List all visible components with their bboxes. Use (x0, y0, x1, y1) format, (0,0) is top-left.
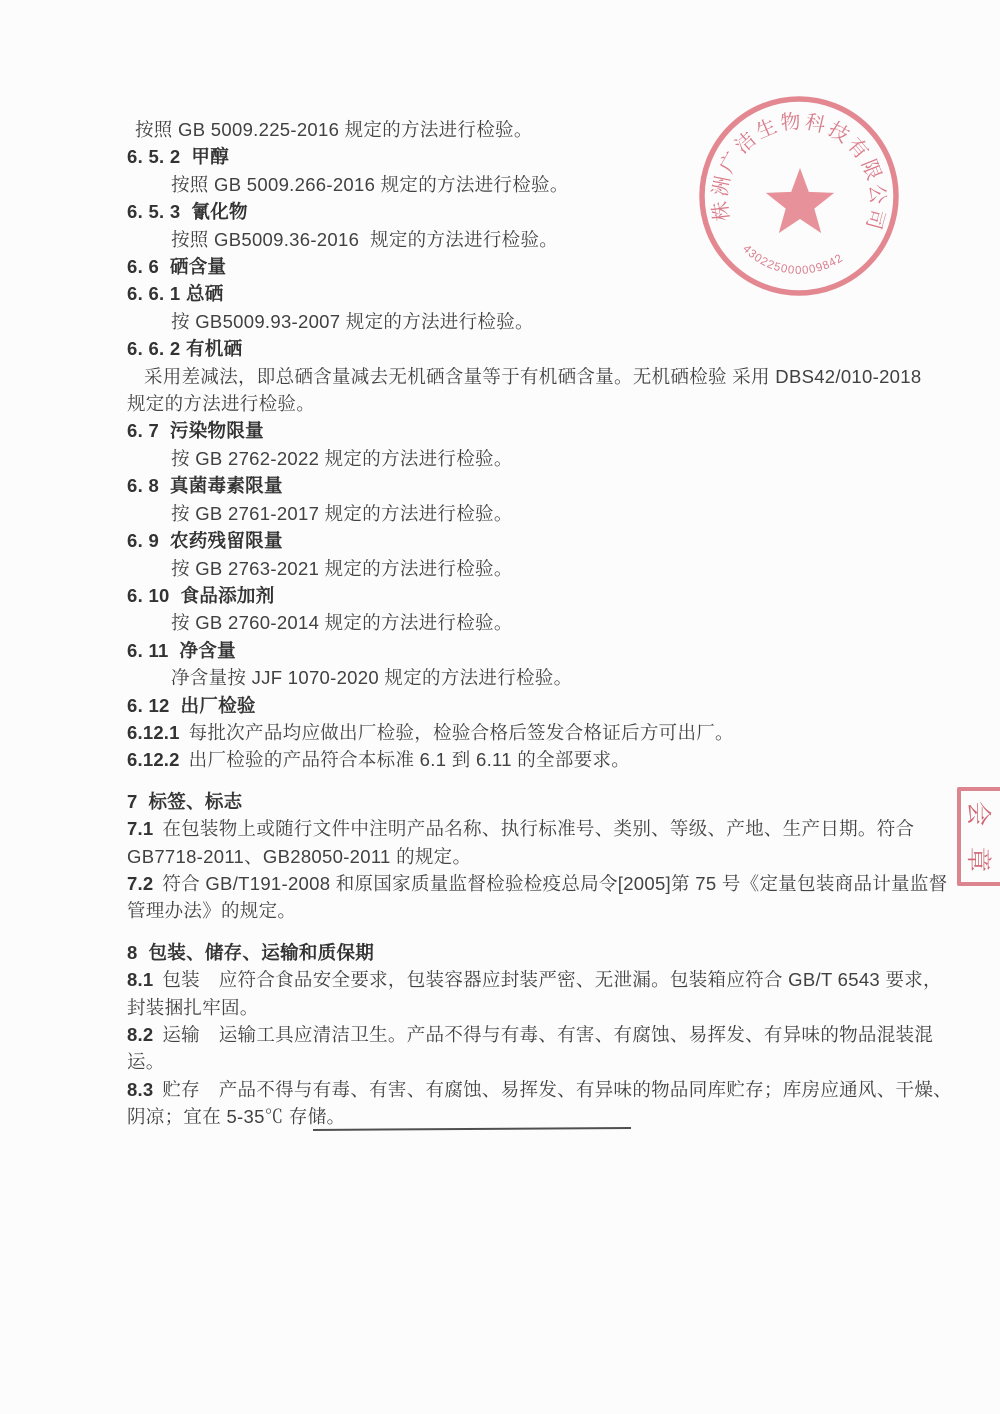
section-heading: 6. 8 真菌毒素限量 (127, 475, 283, 497)
text-line (127, 1076, 952, 1103)
clause-number: 7.2 (127, 872, 154, 894)
clause-text: 出厂检验的产品符合本标准 6.1 到 6.11 的全部要求。 (188, 749, 631, 771)
clause-text: 贮存 产品不得与有毒、有害、有腐蚀、易挥发、有异味的物品同库贮存；库房应通风、干燥、 (162, 1078, 952, 1100)
text-line: 封装捆扎牢固。 (127, 996, 259, 1018)
clause-text: 包装 应符合食品安全要求，包装容器应封装严密、无泄漏。包装箱应符合 GB/T 6543 要求， (162, 969, 942, 991)
text-line (127, 966, 942, 993)
section-heading: 6. 6. 1 总硒 (127, 283, 224, 305)
seal-code-text: 430225000009842 (740, 242, 846, 277)
text-line: 按 GB 2761-2017 规定的方法进行检验。 (171, 502, 513, 524)
clause-number: 8.2 (127, 1024, 154, 1045)
section-heading: 6. 5. 2 甲醇 (127, 146, 230, 168)
text-line (127, 870, 948, 897)
text-line: GB7718-2011、GB28050-2011 的规定。 (127, 845, 472, 867)
text-line: 按照 GB 5009.266-2016 规定的方法进行检验。 (171, 173, 569, 195)
text-line (127, 1021, 934, 1048)
text-line: 规定的方法进行检验。 (127, 393, 316, 415)
text-line: 按 GB5009.93-2007 规定的方法进行检验。 (171, 310, 534, 332)
text-line: 按照 GB5009.36-2016 规定的方法进行检验。 (171, 228, 559, 250)
paging-seal-char: 章 (964, 846, 993, 872)
text-line: 按 GB 2763-2021 规定的方法进行检验。 (171, 557, 513, 579)
text-line: 运。 (127, 1051, 165, 1073)
section-heading: 6. 11 净含量 (127, 639, 236, 661)
clause-text: 运输 运输工具应清洁卫生。产品不得与有毒、有害、有腐蚀、易挥发、有异味的物品混装混 (162, 1024, 934, 1045)
text-line: 按 GB 2760-2014 规定的方法进行检验。 (171, 612, 513, 634)
text-line: 按 GB 2762-2022 规定的方法进行检验。 (171, 447, 513, 469)
clause-text: 符合 GB/T191-2008 和原国家质量监督检验检疫总局令[2005]第 75 号《定量包装商品计量监督 (162, 872, 948, 894)
text-line: 按照 GB 5009.225-2016 规定的方法进行检验。 (135, 119, 533, 140)
section-heading: 6. 5. 3 氰化物 (127, 201, 248, 223)
clause-number: 6.12.1 (127, 721, 180, 743)
text-line: 净含量按 JJF 1070-2020 规定的方法进行检验。 (171, 667, 573, 689)
text-line: 采用差减法，即总硒含量减去无机硒含量等于有机硒含量。无机硒检验 采用 DBS42/010-2018 (144, 365, 922, 387)
section-heading: 6. 7 污染物限量 (127, 420, 264, 442)
text-line (127, 815, 915, 842)
clause-number: 8.3 (127, 1078, 154, 1100)
section-heading: 6. 6. 2 有机硒 (127, 338, 243, 360)
paging-seal-stamp (957, 787, 1000, 886)
section-heading: 6. 10 食品添加剂 (127, 584, 275, 606)
text-line (127, 719, 897, 746)
section-heading: 6. 12 出厂检验 (127, 694, 256, 716)
clause-number: 7.1 (127, 818, 154, 840)
clause-text: 每批次产品均应做出厂检验，检验合格后签发合格证后方可出厂。 (188, 721, 734, 743)
clause-number: 8.1 (127, 969, 154, 991)
paging-seal-char: 会 (964, 801, 993, 827)
text-line: 阴凉；宜在 5-35℃ 存储。 (127, 1106, 346, 1128)
section-heading: 6. 6 硒含量 (127, 256, 227, 278)
clause-text: 在包装物上或随行文件中注明产品名称、执行标准号、类别、等级、产地、生产日期。符合 (162, 818, 915, 840)
text-line: 管理办法》的规定。 (127, 900, 297, 922)
section-heading: 6. 9 农药残留限量 (127, 530, 283, 552)
star-icon (766, 168, 834, 233)
text-line (127, 746, 897, 773)
clause-number: 6.12.2 (127, 749, 180, 771)
section-heading: 7 标签、标志 (127, 790, 243, 812)
company-seal-stamp (695, 88, 907, 304)
seal-company-text: 株洲广洁生物科技有限公司 (709, 110, 889, 235)
section-heading: 8 包装、储存、运输和质保期 (127, 941, 375, 963)
